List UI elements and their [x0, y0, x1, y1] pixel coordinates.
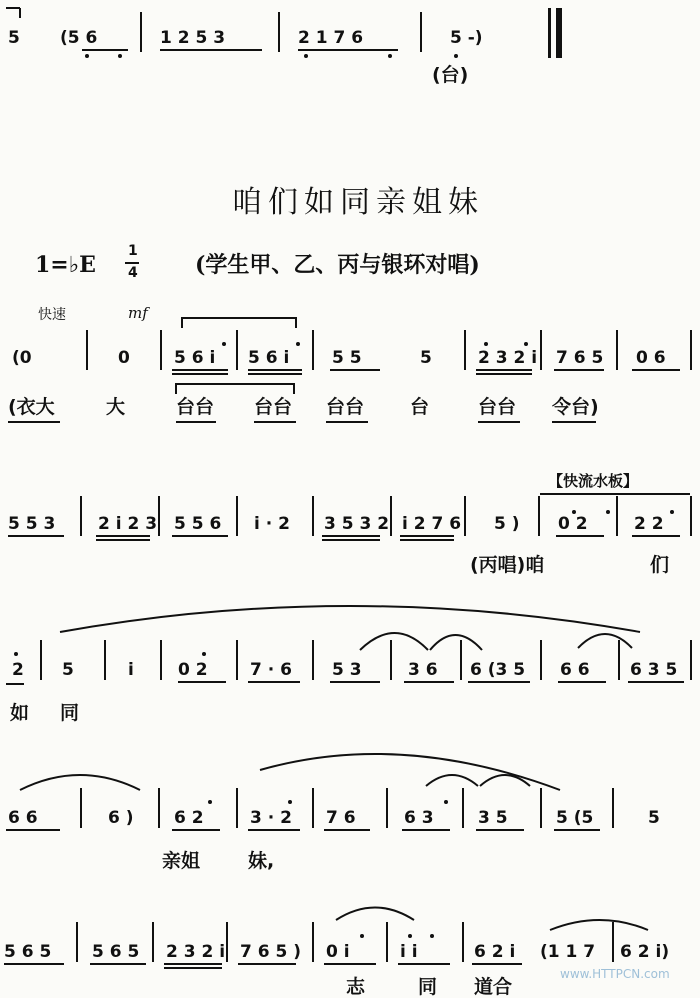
lyric: (台) [432, 64, 469, 86]
lyric: 台台 [176, 396, 215, 418]
measure: 5 5 6 [174, 514, 222, 534]
measure: 1 2 5 3 [160, 28, 226, 48]
measure: 6 2 [174, 808, 204, 828]
tempo-mark: 快速 [38, 307, 66, 323]
lyric: 台 [410, 396, 430, 418]
measure: 2 1 7 6 [298, 28, 364, 48]
measure: 0 [118, 348, 130, 368]
dynamic-mark: mf [128, 304, 148, 322]
measure: 7 6 5 [556, 348, 604, 368]
measure: i 2 7 6 [402, 514, 462, 534]
measure: 6 2 i [474, 942, 516, 962]
lyric: 同 [418, 976, 438, 998]
measure: 5 5 3 [8, 514, 56, 534]
measure: 5 6 5 [4, 942, 52, 962]
measure: 0 2 [558, 514, 588, 534]
section-label: 【快流水板】 [548, 472, 639, 490]
measure: 5 5 [332, 348, 362, 368]
measure: i i [400, 942, 418, 962]
measure: 5 ) [494, 514, 520, 534]
measure: 5 -) [450, 28, 483, 48]
measure: 3 6 [408, 660, 438, 680]
measure: 2 3 2 i [478, 348, 538, 368]
lyric: 令台) [552, 396, 599, 418]
measure: 5 6 i [174, 348, 216, 368]
measure: (1 1 7 [540, 942, 596, 962]
lyric: 台台 [254, 396, 293, 418]
meter-bottom: 4 [128, 265, 138, 281]
measure: 6 6 [560, 660, 590, 680]
measure: 7 6 [326, 808, 356, 828]
measure: 5 (5 [556, 808, 594, 828]
lead-note: 5 [8, 28, 20, 48]
lyric: 台台 [478, 396, 517, 418]
measure: 5 [648, 808, 660, 828]
measure: 3 · 2 [250, 808, 292, 828]
measure: 7 6 5 ) [240, 942, 302, 962]
measure: i [128, 660, 134, 680]
measure: 7 · 6 [250, 660, 292, 680]
measure: 0 i [326, 942, 350, 962]
measure: 6 (3 5 [470, 660, 526, 680]
measure: 5 3 [332, 660, 362, 680]
key-signature: 1=♭E [35, 252, 96, 278]
measure: 5 6 5 [92, 942, 140, 962]
measure: 5 [420, 348, 432, 368]
measure: 5 [62, 660, 74, 680]
measure: i · 2 [254, 514, 290, 534]
measure: 2 2 [634, 514, 664, 534]
lyric: (丙唱)咱 [470, 554, 545, 576]
lyric: 妹, [248, 850, 275, 872]
lyric: 台台 [326, 396, 365, 418]
lyric: 道合 [474, 976, 513, 998]
measure: 6 6 [8, 808, 38, 828]
measure: 0 6 [636, 348, 666, 368]
lyric: 同 [60, 702, 80, 724]
lyric: 亲姐 [162, 850, 201, 872]
page-title: 咱们如同亲姐妹 [232, 185, 484, 220]
lyric: 如 [10, 702, 30, 724]
measure: 2 i 2 3 [98, 514, 158, 534]
measure: 6 2 i) [620, 942, 670, 962]
measure: 2 [12, 660, 24, 680]
measure: (5 6 [60, 28, 98, 48]
measure: 5 6 i [248, 348, 290, 368]
measure: 2 3 2 i [166, 942, 226, 962]
lyric: 大 [106, 396, 126, 418]
lyric: (衣大 [8, 396, 55, 418]
measure: (0 [12, 348, 32, 368]
measure: 6 ) [108, 808, 134, 828]
meter-top: 1 [128, 243, 138, 259]
lyric: 志 [346, 976, 366, 998]
lyric: 们 [650, 554, 670, 576]
watermark: www.HTTPCN.com [560, 967, 670, 981]
measure: 6 3 5 [630, 660, 678, 680]
measure: 6 3 [404, 808, 434, 828]
performers-note: (学生甲、乙、丙与银环对唱) [195, 252, 480, 278]
measure: 3 5 3 2 [324, 514, 390, 534]
measure: 0 2 [178, 660, 208, 680]
measure: 3 5 [478, 808, 508, 828]
